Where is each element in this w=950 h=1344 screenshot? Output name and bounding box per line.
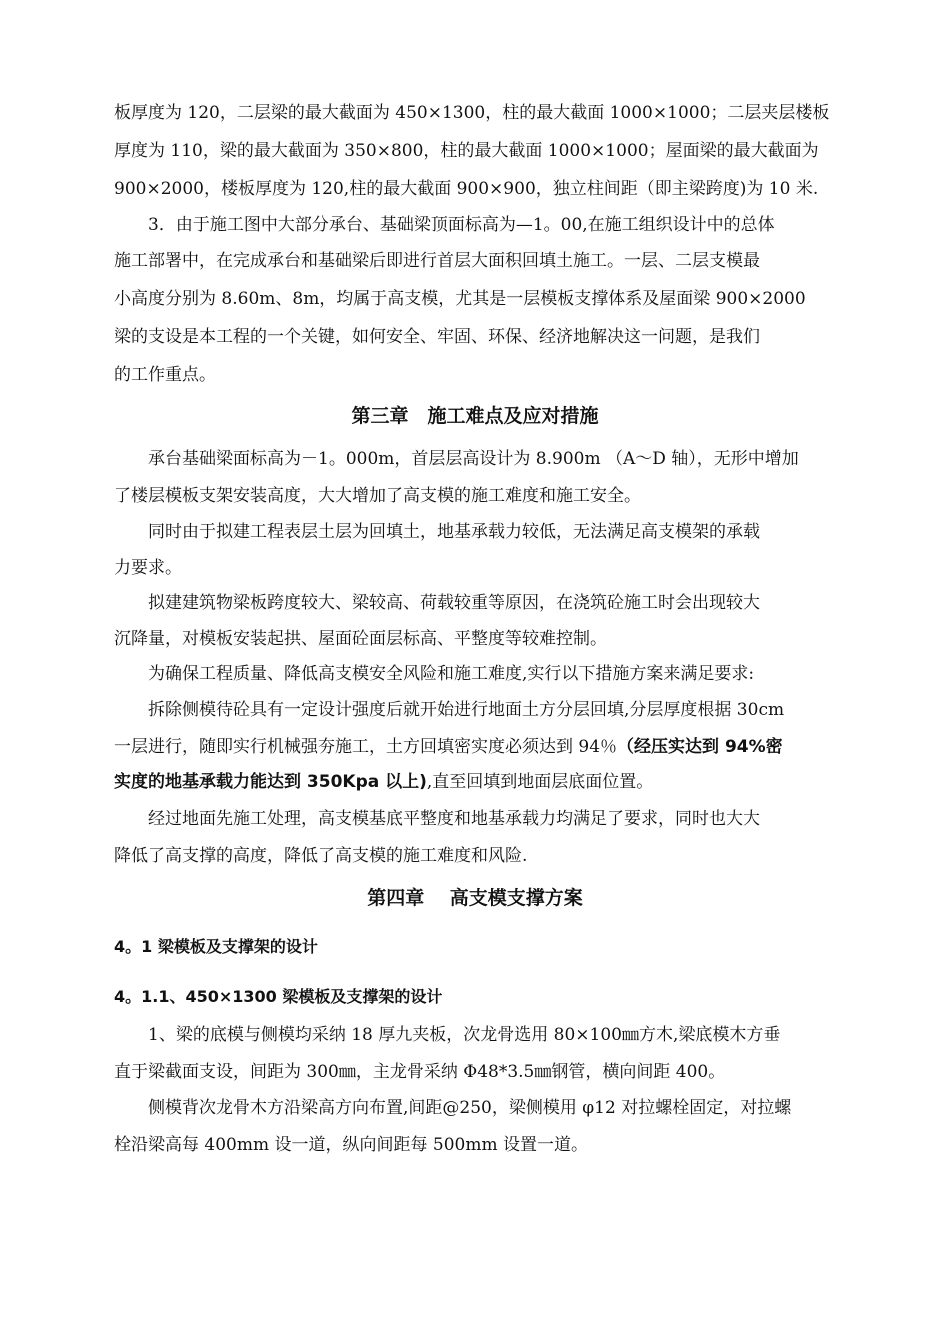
paragraph-line: 侧模背次龙骨木方沿梁高方向布置,间距@250，梁侧模用 φ12 对拉螺栓固定，对拉螺 <box>148 1098 792 1118</box>
paragraph-line <box>114 736 783 758</box>
chapter-4-heading: 第四章 高支模支撑方案 <box>367 887 583 909</box>
paragraph-line: 为确保工程质量、降低高支模安全风险和施工难度,实行以下措施方案来满足要求: <box>148 664 755 684</box>
paragraph-line: 沉降量，对模板安装起拱、屋面砼面层标高、平整度等较难控制。 <box>114 629 607 649</box>
emphasis-text: （经压实达到 94%密 <box>617 737 783 757</box>
section-4-1-heading: 4。1 梁模板及支撑架的设计 <box>114 937 318 956</box>
paragraph-line: 1、梁的底模与侧模均采纳 18 厚九夹板，次龙骨选用 80×100㎜方木,梁底模木方垂 <box>148 1025 781 1045</box>
paragraph-line: 厚度为 110，梁的最大截面为 350×800，柱的最大截面 1000×1000；屋面梁的最大截面为 <box>114 141 819 161</box>
paragraph-line: 施工部署中，在完成承台和基础梁后即进行首层大面积回填土施工。一层、二层支模最 <box>114 251 760 271</box>
chapter-3-heading: 第三章 施工难点及应对措施 <box>351 405 599 427</box>
paragraph-line: 栓沿梁高每 400mm 设一道，纵向间距每 500mm 设置一道。 <box>114 1135 588 1155</box>
paragraph-line <box>114 771 653 793</box>
paragraph-line: 了楼层模板支架安装高度，大大增加了高支模的施工难度和施工安全。 <box>114 486 641 506</box>
paragraph-line: 同时由于拟建工程表层土层为回填土，地基承载力较低，无法满足高支模架的承载 <box>148 522 760 542</box>
paragraph-line: 承台基础梁面标高为－1。000m，首层层高设计为 8.900m （A～D 轴），无形中增加 <box>148 449 799 469</box>
emphasis-text: 实度的地基承载力能达到 350Kpa 以上) <box>114 772 427 792</box>
paragraph-line: 板厚度为 120，二层梁的最大截面为 450×1300，柱的最大截面 1000×1000；二层夹层楼板 <box>114 103 830 123</box>
paragraph-line: 的工作重点。 <box>114 365 216 385</box>
paragraph-line: 经过地面先施工处理，高支模基底平整度和地基承载力均满足了要求，同时也大大 <box>148 809 760 829</box>
paragraph-text: ,直至回填到地面层底面位置。 <box>426 772 654 792</box>
paragraph-line: 降低了高支撑的高度，降低了高支模的施工难度和风险. <box>114 846 528 866</box>
paragraph-text: 一层进行，随即实行机械强夯施工，土方回填密实度必须达到 94％ <box>114 737 618 757</box>
paragraph-line: 梁的支设是本工程的一个关键，如何安全、牢固、环保、经济地解决这一问题，是我们 <box>114 327 760 347</box>
paragraph-line: 900×2000，楼板厚度为 120,柱的最大截面 900×900，独立柱间距（即主梁跨度)为 10 米. <box>114 179 819 199</box>
paragraph-line: 拟建建筑物梁板跨度较大、梁较高、荷载较重等原因，在浇筑砼施工时会出现较大 <box>148 593 760 613</box>
paragraph-line: 直于梁截面支设，间距为 300㎜，主龙骨采纳 Φ48*3.5㎜钢管，横向间距 400。 <box>114 1062 726 1082</box>
paragraph-line: 3．由于施工图中大部分承台、基础梁顶面标高为—1。00,在施工组织设计中的总体 <box>148 215 775 235</box>
section-4-1-1-heading: 4。1.1、450×1300 梁模板及支撑架的设计 <box>114 987 443 1006</box>
paragraph-line: 力要求。 <box>114 558 182 578</box>
paragraph-line: 拆除侧模待砼具有一定设计强度后就开始进行地面土方分层回填,分层厚度根据 30cm <box>148 700 785 720</box>
paragraph-line: 小高度分别为 8.60m、8m，均属于高支模，尤其是一层模板支撑体系及屋面梁 900×2000 <box>114 289 806 309</box>
